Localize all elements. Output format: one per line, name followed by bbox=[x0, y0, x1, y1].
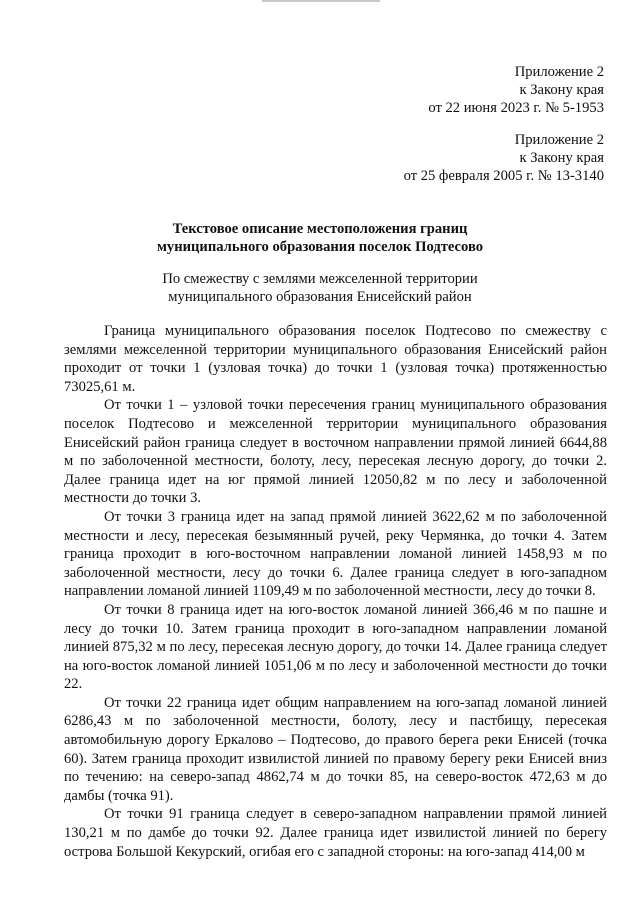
appendix-current-line-3: от 22 июня 2023 г. № 5-1953 bbox=[428, 100, 604, 116]
section-subtitle-line-1: По смежеству с землями межселенной территории bbox=[162, 271, 478, 287]
paragraph: От точки 3 граница идет на запад прямой линией 3622,62 м по заболоченной местности и лесу, пересекая безымянный ручей, реку Чермянка, до точки 4. Затем граница проходит в юго-восточном направлении ломаной линией 1458,93 м по заболоченной местности, лесу до точки 6. Далее граница следует в юго-западном направлении ломаной линией 1109,49 м по заболоченной местности, лесу до точки 8. bbox=[64, 508, 607, 600]
appendix-original-line-2: к Закону края bbox=[519, 150, 604, 166]
appendix-current-line-1: Приложение 2 bbox=[514, 64, 604, 80]
paragraph: От точки 8 граница идет на юго-восток ломаной линией 366,46 м по пашне и лесу до точки 10. Затем граница проходит в юго-западном направлении ломаной линией 875,32 м по лесу, пересекая лесную дорогу, до точки 14. Далее граница следует на юго-восток ломаной линией 1051,06 м по лесу и заболоченной местности до точки 22. bbox=[64, 601, 607, 693]
appendix-current-header bbox=[428, 63, 604, 117]
paragraph: От точки 1 – узловой точки пересечения границ муниципального образования поселок Подтесово и межселенной территории муниципального образования Енисейский район граница следует в восточном направлении прямой линией 6644,88 м по заболоченной местности, болоту, лесу, пересекая лесную дорогу, до точки 2. Далее граница идет на юг прямой линией 12050,82 м по лесу и заболоченной местности до точки 3. bbox=[64, 397, 607, 507]
document-title bbox=[0, 220, 640, 256]
document-title-line-1: Текстовое описание местоположения границ bbox=[172, 221, 468, 237]
section-subtitle bbox=[0, 270, 640, 306]
appendix-original-line-3: от 25 февраля 2005 г. № 13-3140 bbox=[403, 168, 604, 184]
section-subtitle-line-2: муниципального образования Енисейский район bbox=[168, 289, 472, 305]
paragraph: Граница муниципального образования поселок Подтесово по смежеству с землями межселенной территории муниципального образования Енисейский район проходит от точки 1 (узловая точка) до точки 1 (узловая точка) протяженностью 73025,61 м. bbox=[64, 323, 607, 395]
appendix-current-line-2: к Закону края bbox=[519, 82, 604, 98]
document-body bbox=[64, 322, 607, 861]
paragraph: От точки 22 граница идет общим направлением на юго-запад ломаной линией 6286,43 м по заболоченной местности, болоту, лесу и пастбищу, пересекая автомобильную дорогу Еркалово – Подтесово, до правого берега реки Енисей (точка 60). Затем граница проходит извилистой линией по правому берегу реки Енисей вниз по течению: на северо-запад 4862,74 м до точки 85, на северо-восток 472,63 м до дамбы (точка 91). bbox=[64, 694, 607, 804]
appendix-original-header bbox=[404, 131, 604, 185]
document-title-line-2: муниципального образования поселок Подтесово bbox=[156, 239, 484, 255]
paragraph: От точки 91 граница следует в северо-западном направлении прямой линией 130,21 м по дамбе до точки 92. Далее граница идет извилистой линией по берегу острова Большой Кекурский, огибая его с западной стороны: на юго-запад 414,00 м bbox=[64, 806, 607, 860]
scan-top-mark bbox=[262, 0, 380, 2]
appendix-original-line-1: Приложение 2 bbox=[514, 132, 604, 148]
